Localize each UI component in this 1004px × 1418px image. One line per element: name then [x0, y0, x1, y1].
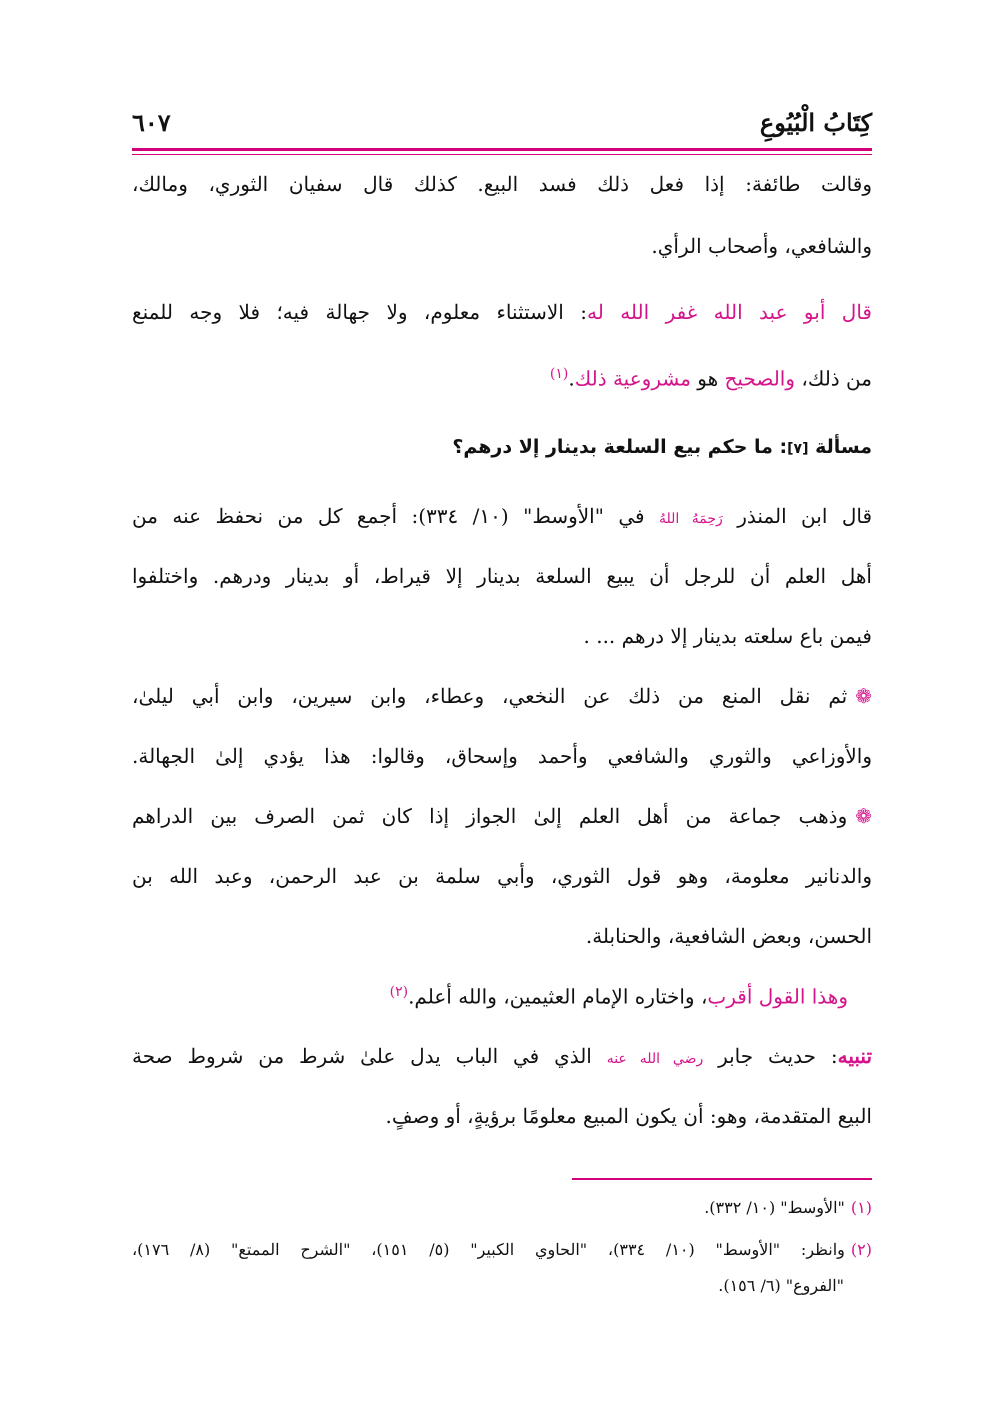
- body-line-2: والشافعي، وأصحاب الرأي.: [651, 234, 872, 258]
- note-label: تنبيه: [837, 1044, 873, 1068]
- footnote-1: [704, 1198, 872, 1217]
- flower-ornament-icon: ❁: [855, 684, 872, 708]
- page-number: ٦٠٧: [132, 108, 171, 137]
- body-line-9: والأوزاعي والثوري والشافعي وأحمد وإسحاق، وقالوا: هذا يؤدي إلىٰ الجهالة.: [132, 744, 872, 768]
- body-line-4-c: هو: [697, 366, 719, 391]
- body-line-5: [132, 504, 872, 528]
- legitimacy-phrase: مشروعية ذلك: [574, 366, 691, 391]
- body-line-3-text: : الاستثناء معلوم، ولا جهالة فيه؛ فلا وجه للمنع: [132, 300, 587, 324]
- body-line-10-text: وذهب جماعة من أهل العلم إلىٰ الجواز إذا كان ثمن الصرف بين الدراهم: [132, 804, 848, 828]
- body-line-14-a: : حديث جابر: [718, 1044, 838, 1068]
- header-rule-thin: [132, 154, 872, 155]
- issue-heading: [452, 436, 872, 458]
- body-line-3: [132, 300, 872, 324]
- footnote-1-number: (١): [850, 1198, 872, 1217]
- footnote-2-number: (٢): [850, 1240, 872, 1259]
- running-title: كِتَابُ الْبُيُوعِ: [759, 108, 872, 137]
- body-line-14-b: الذي في الباب يدل علىٰ شرط من شروط صحة: [132, 1044, 592, 1068]
- preferred-opinion: وهذا القول أقرب: [707, 984, 848, 1009]
- body-line-11: والدنانير معلومة، وهو قول الثوري، وأبي سلمة بن عبد الرحمن، وعبد الله بن: [132, 864, 872, 888]
- page-header: [132, 108, 872, 148]
- footnote-1-text: "الأوسط" (١٠/ ٣٣٢).: [704, 1198, 845, 1217]
- footnote-2-text: وانظر: "الأوسط" (١٠/ ٣٣٤)، "الحاوي الكبير" (٥/ ١٥١)، "الشرح الممتع" (٨/ ١٧٦)،: [132, 1240, 845, 1259]
- body-line-4: [550, 366, 872, 391]
- footnote-2-continued: "الفروع" (٦/ ١٥٦).: [718, 1276, 844, 1295]
- issue-heading-label: مسألة: [815, 436, 872, 458]
- footnote-separator: [572, 1178, 872, 1180]
- header-rule-thick: [132, 148, 872, 151]
- body-line-4-a: من ذلك،: [801, 366, 872, 391]
- body-line-12: الحسن، وبعض الشافعية، والحنابلة.: [585, 924, 872, 948]
- flower-ornament-icon: ❁: [855, 804, 872, 828]
- correct-label: والصحيح: [724, 366, 796, 391]
- body-line-5-a: قال ابن المنذر: [737, 504, 872, 528]
- issue-heading-question: : ما حكم بيع السلعة بدينار إلا درهم؟: [452, 436, 788, 458]
- body-line-6: أهل العلم أن للرجل أن يبيع السلعة بدينار إلا قيراط، أو بدينار ودرهم. واختلفوا: [132, 564, 872, 588]
- body-line-4-e: .: [568, 366, 575, 391]
- footnote-ref-1: (١): [549, 366, 569, 382]
- footnote-ref-2: (٢): [389, 984, 409, 1000]
- footnote-2: [132, 1240, 872, 1259]
- author-attribution: قال أبو عبد الله غفر الله له: [586, 300, 872, 324]
- issue-number: [٧]: [787, 441, 809, 457]
- body-line-13-text: ، واختاره الإمام العثيمين، والله أعلم.: [408, 984, 708, 1009]
- body-line-8: [132, 684, 872, 708]
- body-line-1: وقالت طائفة: إذا فعل ذلك فسد البيع. كذلك قال سفيان الثوري، ومالك،: [132, 172, 872, 196]
- body-line-7: فيمن باع سلعته بدينار إلا درهم ... .: [583, 624, 872, 648]
- honorific-radiyallahu: رضي الله عنه: [606, 1051, 704, 1067]
- body-line-10: [132, 804, 872, 828]
- body-line-13: [390, 984, 848, 1009]
- body-line-15: البيع المتقدمة، وهو: أن يكون المبيع معلومًا برؤيةٍ، أو وصفٍ.: [385, 1104, 872, 1128]
- honorific-rahimahullah: رَحِمَهُ اللهُ: [658, 511, 723, 527]
- body-line-5-b: في "الأوسط" (١٠/ ٣٣٤): أجمع كل من نحفظ عنه من: [132, 504, 645, 528]
- body-line-8-text: ثم نقل المنع من ذلك عن النخعي، وعطاء، وابن سيرين، وابن أبي ليلىٰ،: [132, 684, 848, 708]
- body-line-14: [132, 1044, 872, 1068]
